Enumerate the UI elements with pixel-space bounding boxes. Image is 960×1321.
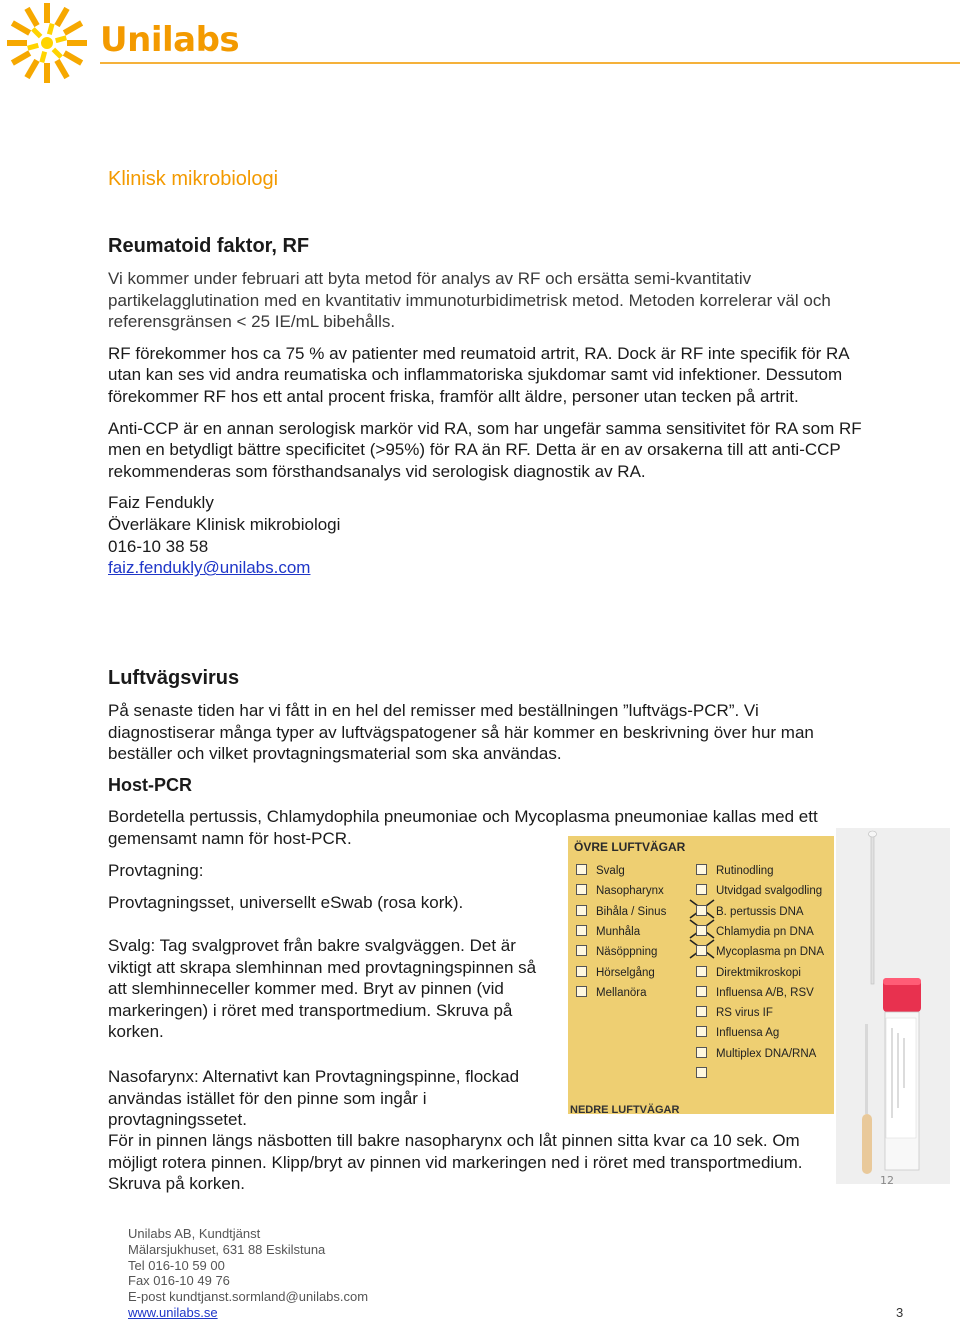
form-right-item [696, 925, 814, 938]
nasofarynx-intro: Nasofarynx: Alternativt kan Provtagningspinne, flockad användas istället för den pinne som ingår i provtagningssetet. [108, 1067, 520, 1130]
checkbox-icon [576, 966, 587, 977]
checkbox-icon [576, 925, 587, 936]
form-item-label: Bihåla / Sinus [596, 905, 667, 918]
checkbox-icon [696, 1067, 707, 1078]
form-right-item [696, 966, 801, 979]
checkbox-icon [696, 884, 707, 895]
form-right-item [696, 884, 822, 897]
form-item-label: Munhåla [596, 925, 641, 938]
checkbox-icon [576, 986, 587, 997]
form-item-label: Nasopharynx [596, 885, 664, 898]
contact-name: Faiz Fendukly [108, 493, 214, 513]
form-item-label: Utvidgad svalgodling [716, 885, 823, 898]
checkbox-icon [696, 986, 707, 997]
rf-article-body [108, 268, 878, 579]
section-title: Klinisk mikrobiologi [108, 168, 279, 190]
form-item-label: Multiplex DNA/RNA [716, 1047, 817, 1060]
luft-heading: Luftvägsvirus [108, 667, 240, 689]
rf-paragraph-2: RF förekommer hos ca 75 % av patienter med reumatoid artrit, RA. Dock är RF inte specifik för RA utan kan ses vid andra reumatiska och inflammatoriska sjukdomar samt vid infektioner. Dessutom förekommer RF hos ett antal procent friska, framför allt äldre, personer utan tecken på artrit. [108, 343, 849, 406]
unilabs-logo-mark [4, 2, 90, 84]
checkbox-icon [696, 905, 707, 916]
checkbox-icon [696, 1026, 707, 1037]
checkbox-icon [696, 966, 707, 977]
form-item-label: Rutinodling [716, 865, 774, 877]
form-item-label: Svalg [596, 865, 625, 877]
host-pcr-paragraph: Bordetella pertussis, Chlamydophila pneumoniae och Mycoplasma pneumoniae kallas med ett gemensamt namn för host-PCR. [108, 807, 818, 848]
form-title: ÖVRE LUFTVÄGAR [574, 840, 686, 854]
footer-email: E-post kundtjanst.sormland@unilabs.com [128, 1289, 369, 1305]
footer-address: Mälarsjukhuset, 631 88 Eskilstuna [128, 1241, 326, 1257]
form-item-label: B. pertussis DNA [716, 905, 804, 918]
form-left-item [576, 905, 666, 918]
form-bottom-title: NEDRE LUFTVÄGAR [570, 1104, 680, 1114]
host-pcr-heading: Host-PCR [108, 775, 192, 795]
form-left-item [576, 986, 647, 999]
provtagningsset-text: Provtagningsset, universellt eSwab (rosa kork). [108, 893, 464, 912]
footer-tel: Tel 016-10 59 00 [128, 1257, 225, 1273]
form-left-item [576, 945, 657, 958]
form-right-item [696, 905, 804, 918]
checkbox-icon [696, 1006, 707, 1017]
form-item-label: Influensa A/B, RSV [716, 986, 814, 999]
checkbox-icon [576, 945, 587, 956]
footer-web-link[interactable]: www.unilabs.se [128, 1304, 218, 1320]
svalg-instructions: Svalg: Tag svalgprovet från bakre svalgväggen. Det är viktigt att skrapa slemhinnan med provtagningspinnen så att slemhinneceller kommer med. Bryt av pinnen (vid markeringen) i röret med transportmedium. Skruva på korken. [108, 936, 537, 1042]
form-right-item [696, 1067, 716, 1080]
form-item-label: RS virus IF [716, 1007, 773, 1020]
footer [128, 1226, 368, 1321]
tube-number: 12 [880, 1174, 894, 1184]
contact-email-link[interactable]: faiz.fendukly@unilabs.com [108, 558, 311, 578]
form-item-label: Näsöppning [596, 946, 658, 959]
form-right-item [696, 1006, 773, 1019]
form-right-item [696, 986, 814, 999]
form-item-label: Chlamydia pn DNA [716, 925, 814, 938]
nasofarynx-instructions: För in pinnen längs näsbotten till bakre nasopharynx och låt pinnen sitta kvar ca 10 sek. Om möjligt rotera pinnen. Klipp/bryt av pinnen vid markeringen ned i röret med transportmedium. Skruva på korken. [108, 1131, 803, 1194]
form-item-label: Mycoplasma pn DNA [716, 946, 825, 959]
form-left-item [576, 864, 625, 877]
form-right-item [696, 945, 824, 958]
form-right-item [696, 1047, 816, 1060]
form-right-item [696, 864, 774, 877]
rf-paragraph-3: Anti-CCP är en annan serologisk markör vid RA, som har ungefär samma sensitivitet för RA som RF men en betydligt bättre specificitet (>95%) för RA än RF. Detta är en av orsakerna till att anti-CCP rekommenderas som försthandsanalys vid serologisk diagnostik av RA. [108, 418, 862, 481]
form-item-label: Mellanöra [596, 986, 647, 999]
brand-name: Unilabs [100, 20, 240, 60]
rf-heading: Reumatoid faktor, RF [108, 235, 310, 257]
footer-fax: Fax 016-10 49 76 [128, 1273, 230, 1289]
checkbox-icon [696, 925, 707, 936]
form-left-item [576, 966, 655, 979]
checkbox-icon [576, 905, 587, 916]
form-left-item [576, 925, 640, 938]
luft-paragraph-1: På senaste tiden har vi fått in en hel del remisser med beställningen ”luftvägs-PCR”. Vi diagnostiserar många typer av luftvägspatogener så här kommer en beskrivning över hur man beställer och vilket provtagningsmaterial som ska användas. [108, 701, 814, 764]
checkbox-icon [576, 864, 587, 875]
header-divider [100, 62, 960, 64]
swab-tube-photo [836, 828, 950, 1184]
rf-contact [108, 492, 878, 578]
checkbox-icon [576, 884, 587, 895]
form-item-label: Direktmikroskopi [716, 966, 801, 979]
form-item-label: Influensa Ag [716, 1027, 780, 1040]
checkbox-icon [696, 1047, 707, 1058]
form-right-item [696, 1026, 779, 1039]
contact-title: Överläkare Klinisk mikrobiologi [108, 514, 341, 534]
checkbox-icon [696, 864, 707, 875]
form-item-label: Hörselgång [596, 966, 655, 979]
contact-phone: 016-10 38 58 [108, 536, 209, 556]
requisition-form-image [568, 836, 834, 1114]
page-number: 3 [896, 1305, 904, 1320]
form-left-item [576, 884, 664, 897]
rf-paragraph-1: Vi kommer under februari att byta metod för analys av RF och ersätta semi-kvantitativ partikelagglutination med en kvantitativ immunoturbidimetrisk metod. Metoden korrelerar väl och referensgränsen < 25 IE/mL bibehålls. [108, 269, 831, 332]
footer-company: Unilabs AB, Kundtjänst [128, 1226, 261, 1241]
provtagning-label: Provtagning: [108, 861, 204, 880]
checkbox-icon [696, 945, 707, 956]
